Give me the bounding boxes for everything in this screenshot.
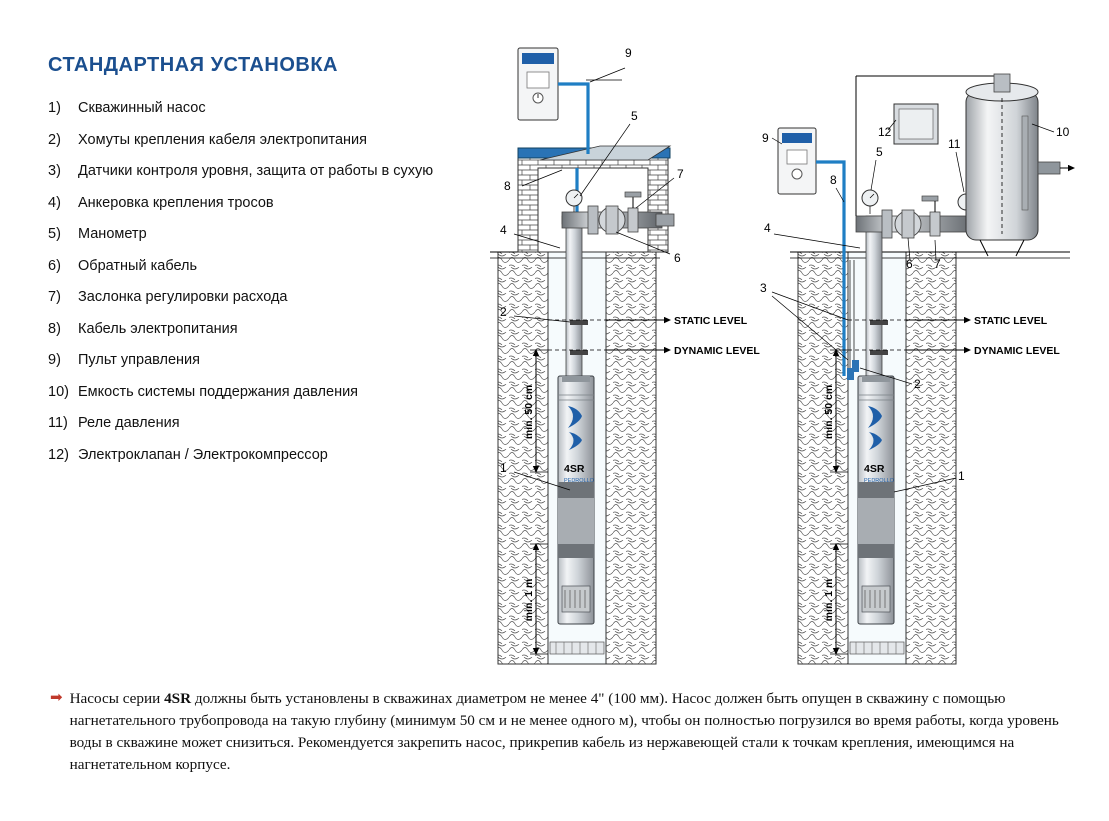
- list-item: [48, 258, 468, 274]
- cable-clamp: [870, 320, 888, 325]
- dimension-1m-label: min. 1 m: [823, 578, 835, 622]
- riser-pipe: [866, 216, 882, 380]
- list-item-label: Реле давления: [78, 415, 180, 431]
- callout-9: 9: [625, 46, 632, 60]
- callout-4: 4: [500, 223, 507, 237]
- list-item-label: Анкеровка крепления тросов: [78, 194, 274, 211]
- list-item-label: Электроклапан / Электрокомпрессор: [78, 446, 328, 463]
- callout-9: 9: [762, 131, 769, 145]
- callout-5: 5: [876, 145, 883, 159]
- list-item-label: Обратный кабель: [78, 257, 198, 274]
- submersible-pump: [558, 376, 595, 624]
- list-item: [48, 163, 468, 179]
- list-item-label: Датчики контроля уровня, защита от работы в сухую: [78, 163, 434, 179]
- list-item-label: Заслонка регулировки расхода: [78, 289, 288, 305]
- list-item-label: Манометр: [78, 226, 147, 242]
- cable-clamp: [570, 320, 588, 325]
- installation-diagram: [470, 20, 1100, 680]
- dynamic-level-label: DYNAMIC LEVEL: [974, 345, 1060, 357]
- svg-text:PEDROLLO: PEDROLLO: [864, 478, 894, 484]
- list-item-number: 7): [48, 289, 61, 305]
- page-title: СТАНДАРТНАЯ УСТАНОВКА: [48, 54, 338, 76]
- list-item-number: 10): [48, 383, 69, 400]
- callout-12: 12: [878, 125, 892, 139]
- list-item-number: 12): [48, 446, 69, 463]
- list-item: [48, 447, 468, 463]
- control-panel[interactable]: [518, 48, 558, 120]
- list-item: [48, 415, 468, 431]
- cable-clamp: [570, 350, 588, 355]
- right-installation: [760, 74, 1074, 664]
- pressure-tank: [966, 74, 1074, 256]
- callout-1: 1: [500, 461, 507, 475]
- power-cable: [558, 84, 588, 154]
- static-level-label: STATIC LEVEL: [674, 315, 748, 327]
- callout-2: 2: [500, 305, 507, 319]
- list-item: [48, 384, 468, 400]
- pump-brand: 4SR: [564, 463, 585, 475]
- list-item-label: Кабель электропитания: [78, 320, 238, 337]
- gate-valve: [930, 212, 940, 236]
- list-item-label: Скважинный насос: [78, 100, 206, 116]
- list-item-number: 2): [48, 131, 61, 148]
- footer-text-bold: 4SR: [164, 690, 192, 707]
- callout-2: 2: [914, 377, 921, 391]
- callout-8: 8: [504, 179, 511, 193]
- footer-note: [50, 688, 1070, 776]
- list-item: [48, 226, 468, 242]
- control-panel[interactable]: [778, 128, 816, 194]
- footer-text-part-1: Насосы серии: [69, 690, 165, 707]
- dimension-1m-label: min. 1 m: [523, 578, 535, 622]
- dynamic-level-label: DYNAMIC LEVEL: [674, 345, 760, 357]
- callout-6: 6: [674, 251, 681, 265]
- static-level-label: STATIC LEVEL: [974, 315, 1048, 327]
- list-item: [48, 132, 468, 148]
- footer-note-text: [70, 688, 1070, 776]
- list-item-number: 1): [48, 100, 61, 116]
- list-item-number: 4): [48, 194, 61, 211]
- list-item: [48, 352, 468, 368]
- cable-clamp: [870, 350, 888, 355]
- callout-7: 7: [934, 257, 941, 271]
- arrow-icon: ➡: [50, 690, 63, 706]
- list-item: [48, 195, 468, 211]
- footer-text-part-2: должны быть установлены в скважинах диаметром не менее 4" (100 мм). Насос должен быть опущен в скважину с помощью нагнетательного трубопровода на такую глубину (минимум 50 см и не менее одного м), чтобы он полностью погрузился во время работы, когда уровень воды в скважине может снизиться. Рекомендуется закрепить насос, прикрепив кабель из нержавеющей стали к точкам крепления, имеющимся на нагнетательном корпусе.: [69, 690, 1059, 774]
- pump-brand: 4SR: [864, 463, 885, 475]
- callout-10: 10: [1056, 125, 1070, 139]
- callout-1: 1: [958, 469, 965, 483]
- callout-7: 7: [677, 167, 684, 181]
- list-item-label: Хомуты крепления кабеля электропитания: [78, 131, 368, 148]
- list-item: [48, 289, 468, 305]
- left-installation: [490, 46, 760, 664]
- submersible-pump: [858, 376, 895, 624]
- list-item-number: 6): [48, 257, 61, 274]
- callout-6: 6: [906, 257, 913, 271]
- list-item: [48, 100, 468, 116]
- callout-11: 11: [948, 137, 961, 151]
- list-item-number: 8): [48, 320, 61, 337]
- gate-valve: [628, 208, 638, 232]
- dimension-50cm-label: min. 50 cm: [523, 384, 535, 440]
- list-item-number: 5): [48, 226, 61, 242]
- list-item-number: 11): [48, 415, 68, 431]
- list-item-label: Пульт управления: [78, 352, 200, 368]
- dimension-50cm-label: min. 50 cm: [823, 384, 835, 440]
- callout-3: 3: [760, 281, 767, 295]
- callout-8: 8: [830, 173, 837, 187]
- svg-text:PEDROLLO: PEDROLLO: [564, 478, 594, 484]
- riser-pipe: [566, 220, 582, 380]
- callout-5: 5: [631, 109, 638, 123]
- list-item: [48, 321, 468, 337]
- callout-4: 4: [764, 221, 771, 235]
- list-item-label: Емкость системы поддержания давления: [78, 383, 359, 400]
- list-item-number: 9): [48, 352, 61, 368]
- list-item-number: 3): [48, 163, 61, 179]
- legend-list: [48, 100, 468, 478]
